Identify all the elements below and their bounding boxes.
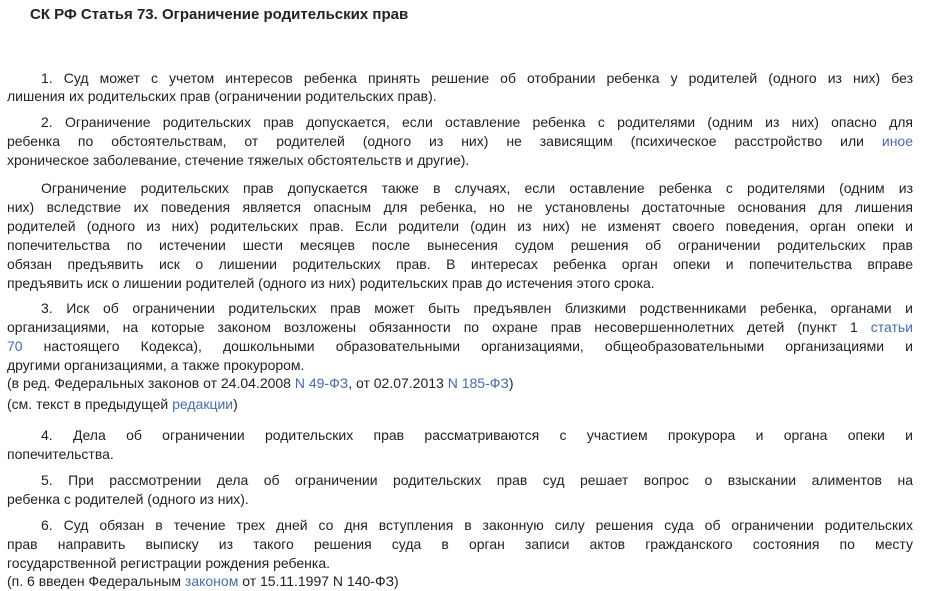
text-fragment: организациями, на которые законом возложены обязанности по охране прав несовершеннолетних детей (пункт 1 — [7, 319, 871, 335]
article-title: СК РФ Статья 73. Ограничение родительских прав — [30, 6, 409, 23]
text-fragment: 3. Иск об ограничении родительских прав может быть предъявлен близкими родственниками ребенка, органами и — [41, 300, 913, 316]
reference-link[interactable]: 70 — [7, 338, 23, 354]
text-line-content — [7, 489, 249, 509]
reference-link[interactable]: N 185-ФЗ — [447, 375, 509, 391]
text-fragment: (п. 6 введен Федеральным — [7, 573, 185, 589]
text-line-content — [7, 235, 913, 255]
text-line-content — [7, 254, 913, 274]
text-fragment: 5. При рассмотрении дела об ограничении родительских прав суд решает вопрос о взыскании алиментов на — [41, 472, 913, 488]
text-line-content — [7, 534, 913, 554]
text-line-content — [41, 515, 913, 535]
text-fragment: них) вследствие их поведения является опасным для ребенка, но не установлены достаточные основания для лишения — [7, 199, 913, 215]
text-line-content — [7, 355, 304, 375]
text-line — [0, 515, 927, 535]
text-line — [0, 131, 927, 151]
reference-link[interactable]: законом — [184, 573, 239, 589]
text-line — [0, 355, 927, 375]
text-fragment: 4. Дела об ограничении родительских прав рассматриваются с участием прокурора и органа опеки и — [41, 427, 913, 443]
text-line — [0, 425, 927, 445]
text-line — [0, 534, 927, 554]
text-line-content — [7, 373, 514, 393]
text-line-content — [41, 470, 913, 490]
text-fragment: попечительства. — [7, 446, 114, 462]
text-fragment: (в ред. Федеральных законов от 24.04.2008 — [7, 375, 295, 391]
text-fragment: 1. Суд может с учетом интересов ребенка принять решение об отобрании ребенка у родителей (одного из них) без — [41, 70, 913, 86]
text-line — [0, 178, 927, 198]
text-line — [0, 470, 927, 490]
text-fragment: ) — [233, 396, 238, 412]
text-line — [0, 86, 927, 106]
text-line-content — [7, 394, 238, 414]
text-line — [0, 150, 927, 170]
text-fragment: родителей (одного из них) родительских прав. Если родители (один из них) не изменят своего поведения, орган опеки и — [7, 218, 913, 234]
text-line-content — [7, 571, 399, 591]
text-fragment: настоящего Кодекса), дошкольными образовательными организациями, общеобразовательными организациями и — [22, 338, 913, 354]
text-line — [0, 112, 927, 132]
text-line-content — [7, 197, 913, 217]
text-fragment: 2. Ограничение родительских прав допускается, если оставление ребенка с родителями (одним из них) опасно для — [41, 114, 913, 130]
text-fragment: ребенка с родителей (одного из них). — [7, 491, 249, 507]
text-line — [0, 235, 927, 255]
text-line — [0, 197, 927, 217]
text-line — [0, 489, 927, 509]
text-line-content — [41, 425, 913, 445]
text-line-content — [41, 298, 913, 318]
text-fragment: , от 02.07.2013 — [348, 375, 448, 391]
reference-link[interactable]: редакции — [172, 396, 234, 412]
text-line-content — [7, 150, 469, 170]
text-fragment: Ограничение родительских прав допускается также в случаях, если оставление ребенка с родителями (одним из — [41, 180, 913, 196]
text-line — [0, 273, 927, 293]
reference-link[interactable]: иное — [881, 133, 913, 149]
text-line — [0, 254, 927, 274]
text-fragment: от 15.11.1997 N 140-ФЗ) — [238, 573, 399, 589]
text-line-content — [7, 553, 330, 573]
text-fragment: ) — [508, 375, 514, 391]
text-line-content — [7, 216, 913, 236]
reference-link[interactable]: N 49-ФЗ — [294, 375, 349, 391]
text-line-content — [7, 273, 655, 293]
text-line — [0, 216, 927, 236]
text-line — [0, 444, 927, 464]
text-line — [0, 317, 927, 337]
text-line-content — [7, 86, 437, 106]
text-fragment: предъявить иск о лишении родителей (одного из них) родительских прав до истечения этого срока. — [7, 275, 655, 291]
text-line-content — [7, 131, 913, 151]
text-fragment: 6. Суд обязан в течение трех дней со дня вступления в законную силу решения суда об ограничении родительских — [41, 517, 913, 533]
text-line — [0, 298, 927, 318]
text-fragment: лишения их родительских прав (ограничении родительских прав). — [7, 88, 437, 104]
text-line-content — [7, 444, 114, 464]
text-line — [0, 68, 927, 88]
text-fragment: обязан предъявить иск о лишении родительских прав. В интересах ребенка орган опеки и попечительства вправе — [7, 256, 913, 272]
text-line — [0, 373, 927, 393]
text-line — [0, 571, 927, 591]
text-line — [0, 394, 927, 414]
reference-link[interactable]: статьи — [870, 319, 913, 335]
text-fragment: ребенка по обстоятельствам, от родителей (одного из них) не зависящим (психическое расстройство или — [7, 133, 882, 149]
text-fragment: попечительства по истечении шести месяцев после вынесения судом решения об ограничении родительских прав — [7, 237, 913, 253]
text-fragment: (см. текст в предыдущей — [7, 396, 173, 412]
text-line — [0, 553, 927, 573]
text-line-content — [7, 336, 913, 356]
text-line-content — [41, 112, 913, 132]
text-line-content — [7, 317, 913, 337]
text-fragment: хроническое заболевание, стечение тяжелых обстоятельств и другие). — [7, 152, 470, 168]
text-line — [0, 336, 927, 356]
text-fragment: другими организациями, а также прокурором. — [7, 357, 305, 373]
text-line-content — [41, 68, 913, 88]
text-fragment: прав направить выписку из такого решения суда в орган записи актов гражданского состояния по месту — [7, 536, 913, 552]
text-line-content — [41, 178, 913, 198]
text-fragment: государственной регистрации рождения ребенка. — [7, 555, 330, 571]
